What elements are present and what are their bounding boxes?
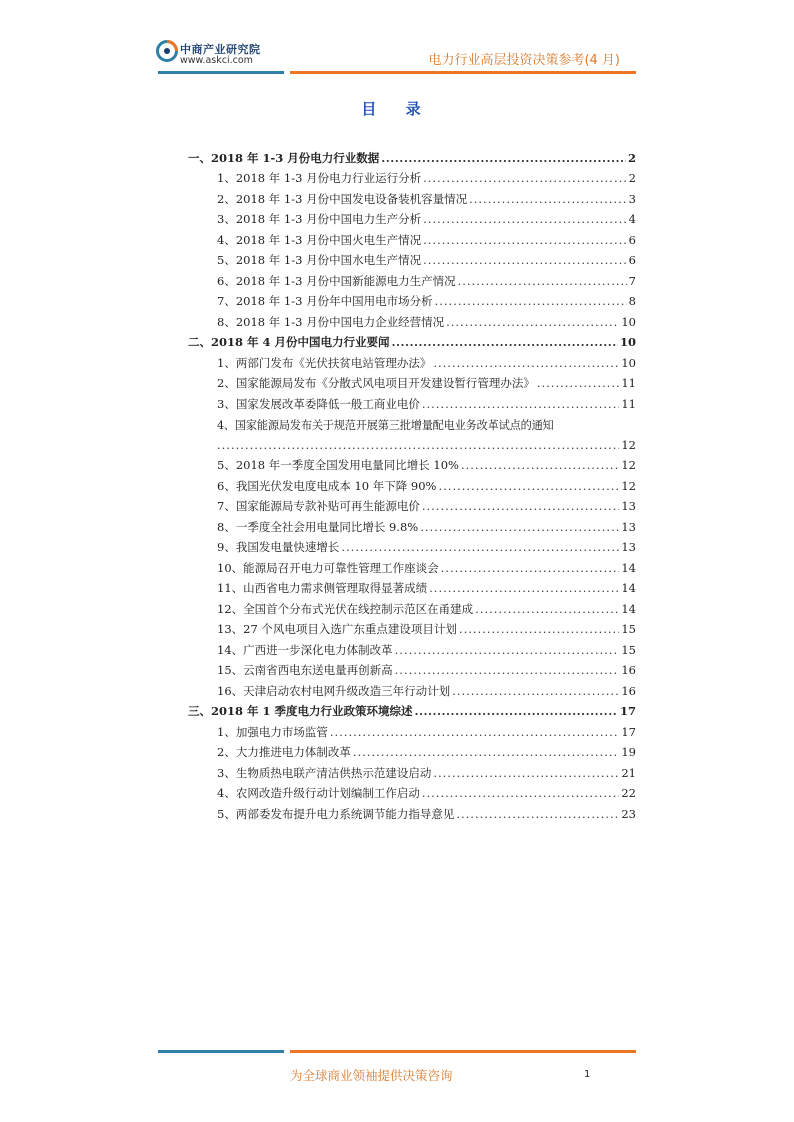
toc-item[interactable]: 1、加强电力市场监管 ..... 17 bbox=[188, 719, 636, 740]
toc-item[interactable]: 16、天津启动农村电网升级改造三年行动计划 ..... 16 bbox=[188, 678, 636, 699]
toc-item[interactable]: 2、国家能源局发布《分散式风电项目开发建设暂行管理办法》 ..... 11 bbox=[188, 371, 636, 392]
toc-item[interactable]: 12、全国首个分布式光伏在线控制示范区在甬建成 ..... 14 bbox=[188, 596, 636, 617]
footer-rule-orange bbox=[290, 1050, 636, 1053]
header-rule-orange bbox=[290, 71, 636, 74]
toc-item[interactable]: 15、云南省西电东送电量再创新高 ..... 16 bbox=[188, 658, 636, 679]
report-title: 电力行业高层投资决策参考(4 月) bbox=[428, 53, 620, 68]
toc-section-2[interactable]: 二、2018 年 4 月份中国电力行业要闻 ..... 10 bbox=[188, 330, 636, 351]
toc-item[interactable]: 8、2018 年 1-3 月份中国电力企业经营情况 ..... 10 bbox=[188, 309, 636, 330]
toc-item-wrapped[interactable]: 4、国家能源局发布关于规范开展第三批增量配电业务改革试点的通知 ..... 12 bbox=[188, 412, 636, 453]
toc-item[interactable]: 4、农网改造升级行动计划编制工作启动 ..... 22 bbox=[188, 781, 636, 802]
logo-mark-icon bbox=[156, 40, 178, 62]
toc-item[interactable]: 1、两部门发布《光伏扶贫电站管理办法》 ..... 10 bbox=[188, 350, 636, 371]
toc-section-1[interactable]: 一、2018 年 1-3 月份电力行业数据 ..... 2 bbox=[188, 145, 636, 166]
toc-item[interactable]: 6、2018 年 1-3 月份中国新能源电力生产情况 ..... 7 bbox=[188, 268, 636, 289]
toc-item[interactable]: 13、27 个风电项目入选广东重点建设项目计划 ..... 15 bbox=[188, 617, 636, 638]
toc-item[interactable]: 3、生物质热电联产清洁供热示范建设启动 ..... 21 bbox=[188, 760, 636, 781]
toc-item[interactable]: 5、两部委发布提升电力系统调节能力指导意见 ..... 23 bbox=[188, 801, 636, 822]
logo-name: 中商产业研究院 bbox=[180, 43, 261, 56]
page-number: 1 bbox=[584, 1069, 591, 1080]
toc-item[interactable]: 2、大力推进电力体制改革 ..... 19 bbox=[188, 740, 636, 761]
toc-item[interactable]: 6、我国光伏发电度电成本 10 年下降 90% ..... 12 bbox=[188, 473, 636, 494]
toc-item[interactable]: 9、我国发电量快速增长 ..... 13 bbox=[188, 535, 636, 556]
toc-heading: 目 录 bbox=[361, 100, 433, 118]
toc-item[interactable]: 3、国家发展改革委降低一般工商业电价 ..... 11 bbox=[188, 391, 636, 412]
toc-item[interactable]: 2、2018 年 1-3 月份中国发电设备装机容量情况 ..... 3 bbox=[188, 186, 636, 207]
toc-section-3[interactable]: 三、2018 年 1 季度电力行业政策环境综述 ..... 17 bbox=[188, 699, 636, 720]
toc-item[interactable]: 11、山西省电力需求侧管理取得显著成绩 ..... 14 bbox=[188, 576, 636, 597]
table-of-contents bbox=[188, 145, 636, 822]
toc-item[interactable]: 7、国家能源局专款补贴可再生能源电价 ..... 13 bbox=[188, 494, 636, 515]
header-rule-blue bbox=[158, 71, 284, 74]
toc-item[interactable]: 10、能源局召开电力可靠性管理工作座谈会 ..... 14 bbox=[188, 555, 636, 576]
toc-item[interactable]: 7、2018 年 1-3 月份年中国用电市场分析 ..... 8 bbox=[188, 289, 636, 310]
footer-slogan: 为全球商业领袖提供决策咨询 bbox=[290, 1068, 453, 1083]
toc-item[interactable]: 1、2018 年 1-3 月份电力行业运行分析 ..... 2 bbox=[188, 166, 636, 187]
toc-item[interactable]: 8、一季度全社会用电量同比增长 9.8% ..... 13 bbox=[188, 514, 636, 535]
footer-rule-blue bbox=[158, 1050, 284, 1053]
toc-item[interactable]: 5、2018 年 1-3 月份中国水电生产情况 ..... 6 bbox=[188, 248, 636, 269]
toc-item[interactable]: 3、2018 年 1-3 月份中国电力生产分析 ..... 4 bbox=[188, 207, 636, 228]
logo-url[interactable]: www.askci.com bbox=[180, 55, 253, 66]
toc-item[interactable]: 4、2018 年 1-3 月份中国火电生产情况 ..... 6 bbox=[188, 227, 636, 248]
toc-item[interactable]: 5、2018 年一季度全国发用电量同比增长 10% ..... 12 bbox=[188, 453, 636, 474]
toc-item[interactable]: 14、广西进一步深化电力体制改革 ..... 15 bbox=[188, 637, 636, 658]
